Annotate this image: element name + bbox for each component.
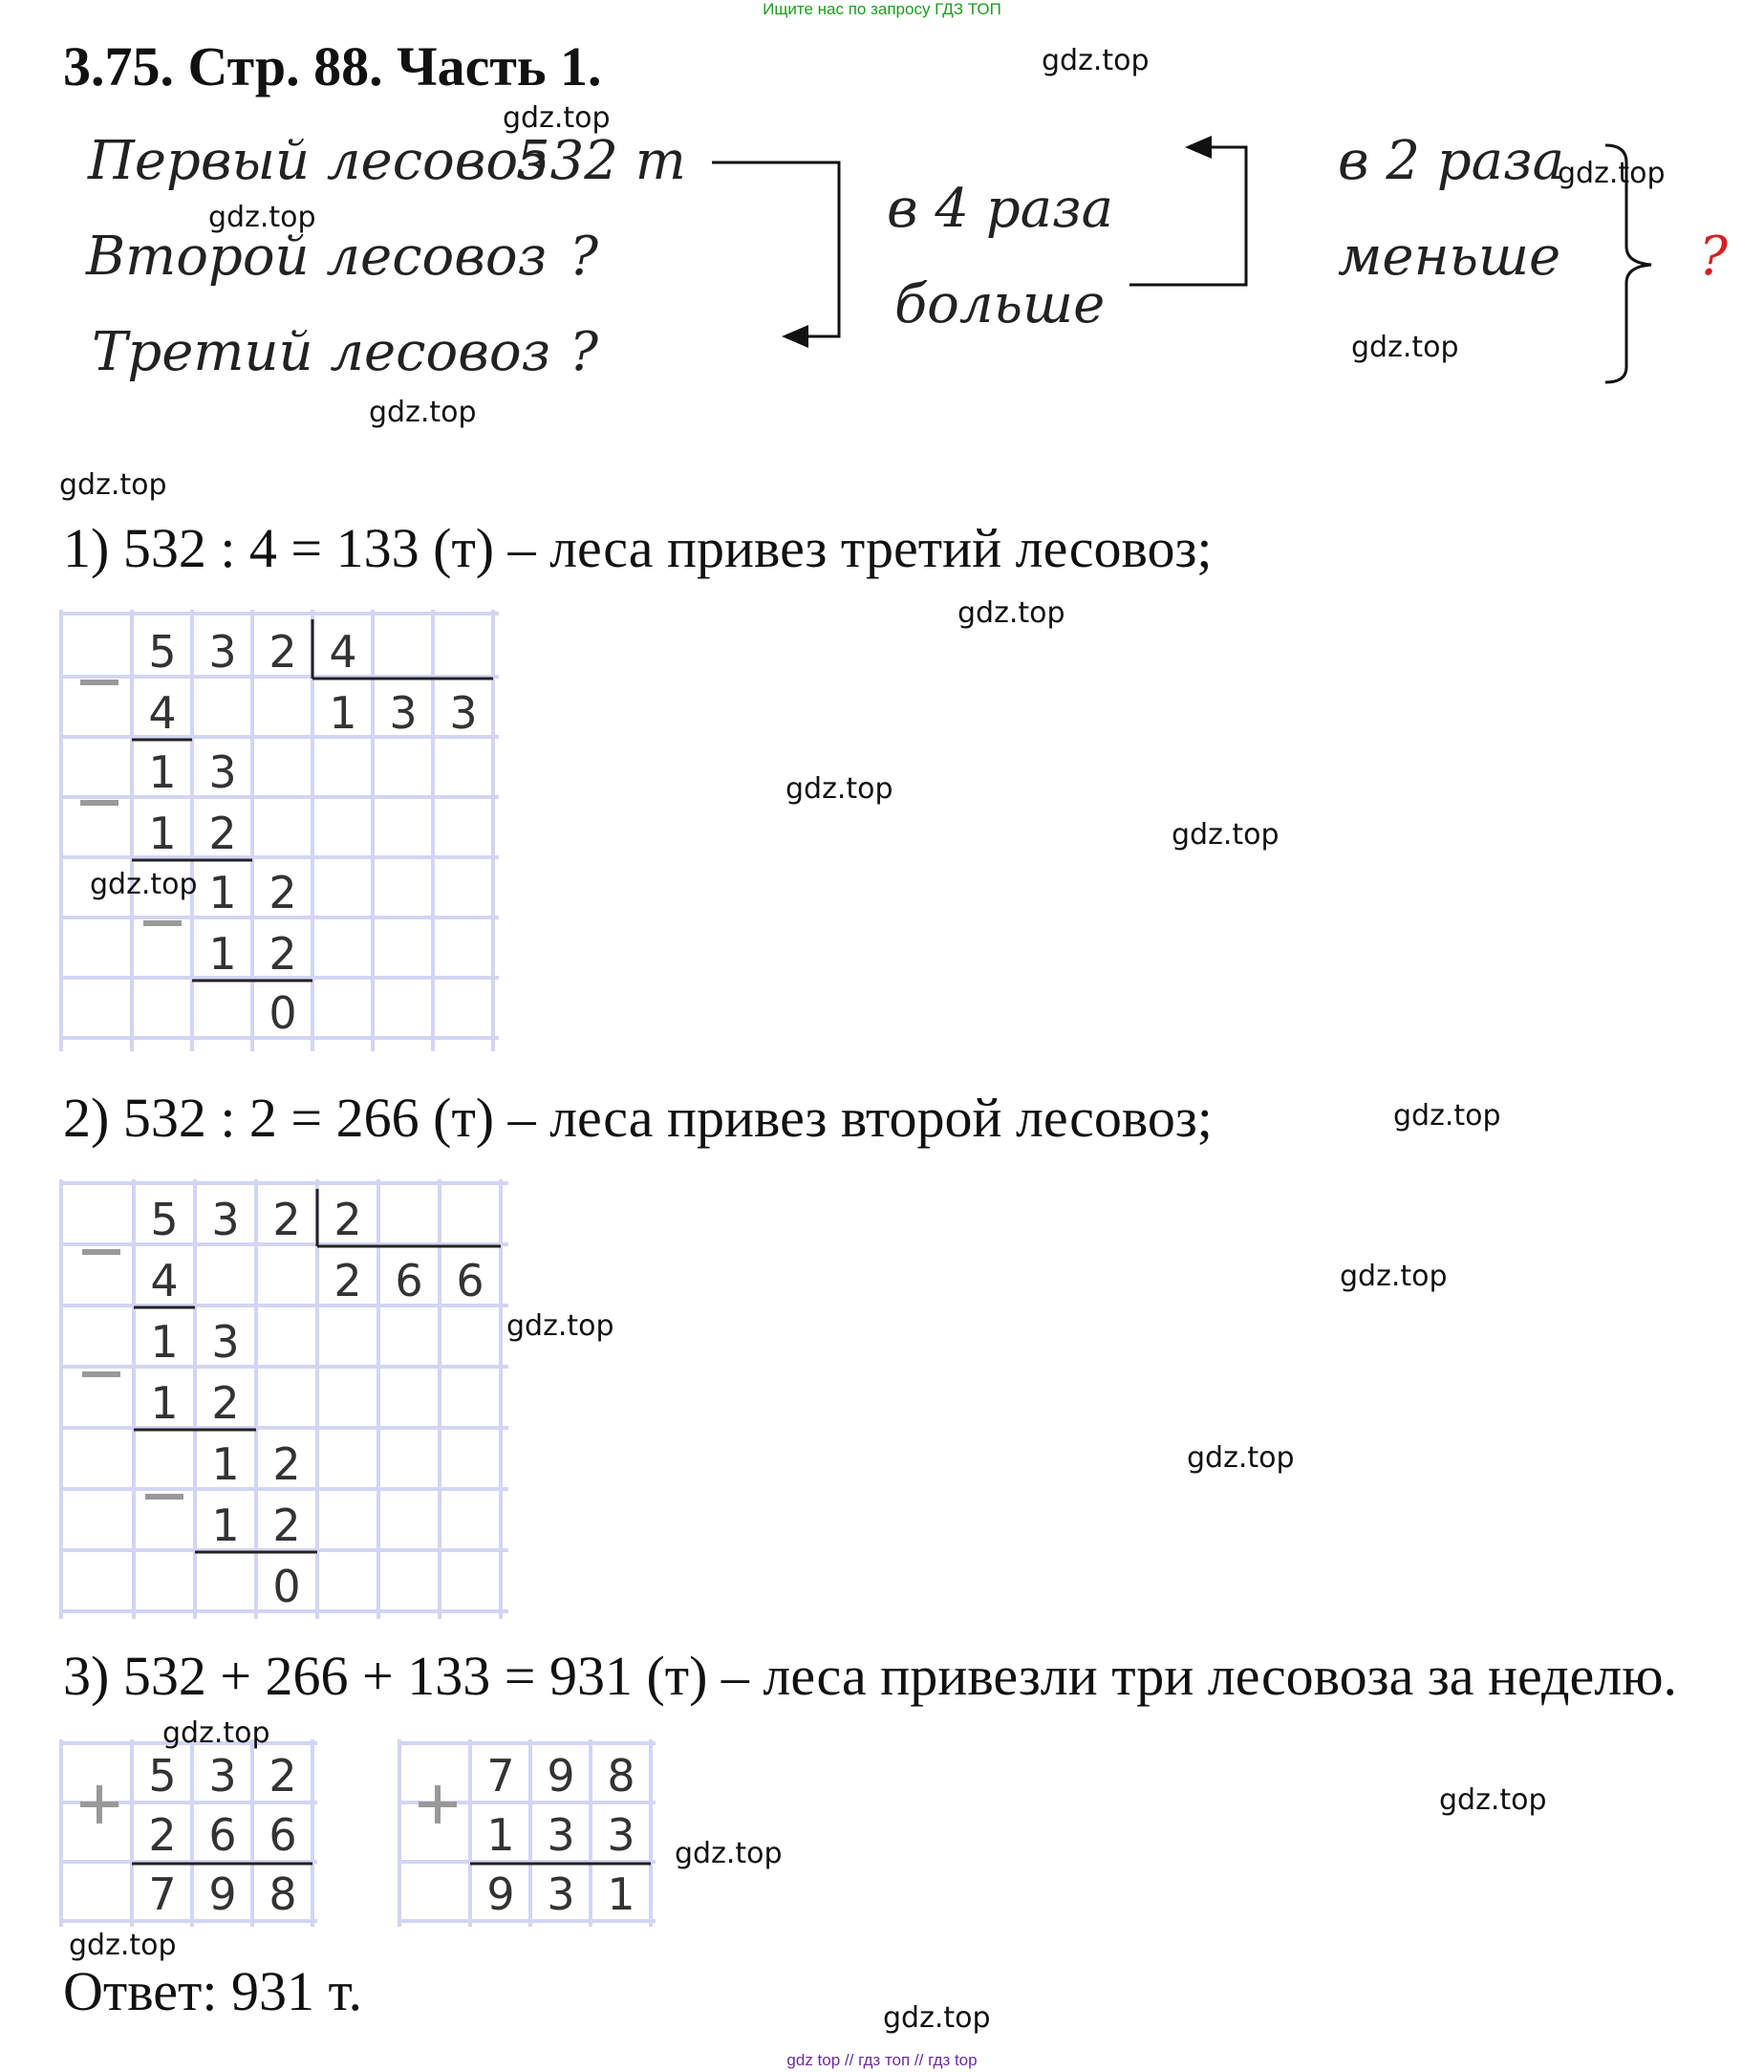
- step-3: 3) 532 + 266 + 133 = 931 (т) – леса привезли три лесовоза за неделю.: [63, 1645, 1678, 1707]
- watermark: gdz.top: [1172, 818, 1280, 852]
- add1-digit: 6: [208, 1809, 237, 1861]
- div1-dividend-digit: 5: [148, 626, 177, 678]
- add2-sum-digit: 3: [547, 1868, 575, 1920]
- watermark: gdz.top: [1393, 1099, 1501, 1133]
- plus-sign-icon: [419, 1785, 457, 1824]
- div2-step-digit: 2: [211, 1377, 240, 1429]
- arrow-head-left-icon: [782, 325, 808, 348]
- div2-quotient-digit: 6: [395, 1255, 423, 1306]
- div2-step-digit: 1: [211, 1500, 240, 1551]
- add2-digit: 9: [547, 1750, 575, 1802]
- div1-quotient-digit: 3: [449, 687, 478, 739]
- division-1-grid: [59, 610, 499, 1051]
- footer-ad[interactable]: gdz top // гдз топ // гдз top: [786, 2051, 978, 2069]
- div1-step-digit: 1: [148, 808, 177, 859]
- watermark: gdz.top: [1187, 1441, 1295, 1475]
- addition-2-grid: [398, 1739, 656, 1927]
- div2-quotient-digit: 2: [333, 1255, 362, 1306]
- header-ad[interactable]: Ищите нас по запросу ГДЗ ТОП: [763, 0, 1001, 18]
- div1-step-digit: 1: [208, 928, 237, 980]
- div1-step-digit: 2: [269, 928, 297, 980]
- watermark: gdz.top: [162, 1716, 270, 1750]
- add2-digit: 7: [486, 1750, 515, 1802]
- div2-step-digit: 1: [150, 1377, 179, 1429]
- watermark: gdz.top: [1558, 157, 1666, 190]
- div2-step-digit: 2: [272, 1438, 301, 1490]
- add1-digit: 2: [148, 1809, 177, 1861]
- watermark: gdz.top: [675, 1837, 783, 1870]
- watermark: gdz.top: [1042, 44, 1150, 77]
- page-title: 3.75. Стр. 88. Часть 1.: [63, 35, 602, 97]
- add2-digit: 1: [486, 1809, 515, 1861]
- row-second-name: Второй лесовоз: [86, 226, 548, 288]
- add1-digit: 2: [269, 1750, 297, 1802]
- div1-step-digit: 2: [208, 808, 237, 859]
- addition-1-grid: [59, 1739, 317, 1927]
- div2-divisor: 2: [333, 1194, 362, 1245]
- div1-step-digit: 2: [269, 867, 297, 918]
- add2-digit: 8: [607, 1750, 635, 1802]
- div2-step-digit: 2: [272, 1500, 301, 1551]
- arrow-head-up-left-icon: [1185, 136, 1212, 159]
- add2-digit: 3: [607, 1809, 635, 1861]
- relation-2-line1: в 2 раза: [1338, 130, 1564, 192]
- div2-step-digit: 1: [150, 1316, 179, 1368]
- add1-digit: 5: [148, 1750, 177, 1802]
- row-second-value: ?: [570, 226, 599, 288]
- div1-divisor: 4: [329, 626, 357, 678]
- div2-remainder: 0: [272, 1561, 301, 1612]
- add2-digit: 3: [547, 1809, 575, 1861]
- watermark: gdz.top: [208, 201, 316, 234]
- div1-step-digit: 1: [148, 746, 177, 798]
- div1-remainder: 0: [269, 987, 297, 1039]
- watermark: gdz.top: [785, 772, 893, 806]
- relation-1-line2: больше: [894, 273, 1106, 335]
- div1-step-digit: 1: [208, 867, 237, 918]
- watermark: gdz.top: [1351, 331, 1459, 364]
- total-question-mark: ?: [1699, 226, 1729, 288]
- div1-dividend-digit: 3: [208, 626, 237, 678]
- relation-1-line1: в 4 раза: [887, 178, 1113, 240]
- add1-sum-digit: 9: [208, 1868, 237, 1920]
- div2-step-digit: 4: [150, 1255, 179, 1306]
- div2-dividend-digit: 2: [272, 1194, 301, 1245]
- add1-digit: 6: [269, 1809, 297, 1861]
- watermark: gdz.top: [506, 1309, 614, 1343]
- watermark: gdz.top: [90, 868, 198, 901]
- answer: Ответ: 931 т.: [63, 1960, 362, 2022]
- watermark: gdz.top: [957, 596, 1065, 630]
- watermark: gdz.top: [69, 1929, 177, 1962]
- step-2: 2) 532 : 2 = 266 (т) – леса привез второй лесовоз;: [63, 1087, 1213, 1149]
- add1-sum-digit: 7: [148, 1868, 177, 1920]
- row-first-name: Первый лесовоз: [88, 130, 548, 192]
- div1-dividend-digit: 2: [269, 626, 297, 678]
- div1-step-digit: 4: [148, 687, 177, 739]
- watermark: gdz.top: [59, 468, 167, 502]
- div2-dividend-digit: 3: [211, 1194, 240, 1245]
- add1-digit: 3: [208, 1750, 237, 1802]
- add1-sum-digit: 8: [269, 1868, 297, 1920]
- row-first-value: 532 т: [516, 130, 686, 192]
- div1-quotient-digit: 3: [389, 687, 418, 739]
- arrow-second-to-first: [1129, 147, 1246, 285]
- div2-step-digit: 1: [211, 1438, 240, 1490]
- arrow-first-to-third: [712, 162, 839, 336]
- div2-dividend-digit: 5: [150, 1194, 179, 1245]
- watermark: gdz.top: [883, 2001, 991, 2035]
- div1-step-digit: 3: [208, 746, 237, 798]
- plus-sign-icon: [80, 1785, 118, 1824]
- row-third-name: Третий лесовоз: [92, 321, 551, 383]
- relation-2-line2: меньше: [1338, 226, 1561, 288]
- div2-quotient-digit: 6: [456, 1255, 484, 1306]
- division-2-grid: [59, 1179, 508, 1619]
- watermark: gdz.top: [369, 396, 477, 429]
- watermark: gdz.top: [1439, 1783, 1547, 1817]
- watermark: gdz.top: [1340, 1260, 1448, 1293]
- add2-sum-digit: 1: [607, 1868, 635, 1920]
- watermark: gdz.top: [503, 101, 611, 135]
- div1-quotient-digit: 1: [329, 687, 357, 739]
- step-1: 1) 532 : 4 = 133 (т) – леса привез третий лесовоз;: [63, 517, 1213, 579]
- div2-step-digit: 3: [211, 1316, 240, 1368]
- row-third-value: ?: [570, 321, 599, 383]
- add2-sum-digit: 9: [486, 1868, 515, 1920]
